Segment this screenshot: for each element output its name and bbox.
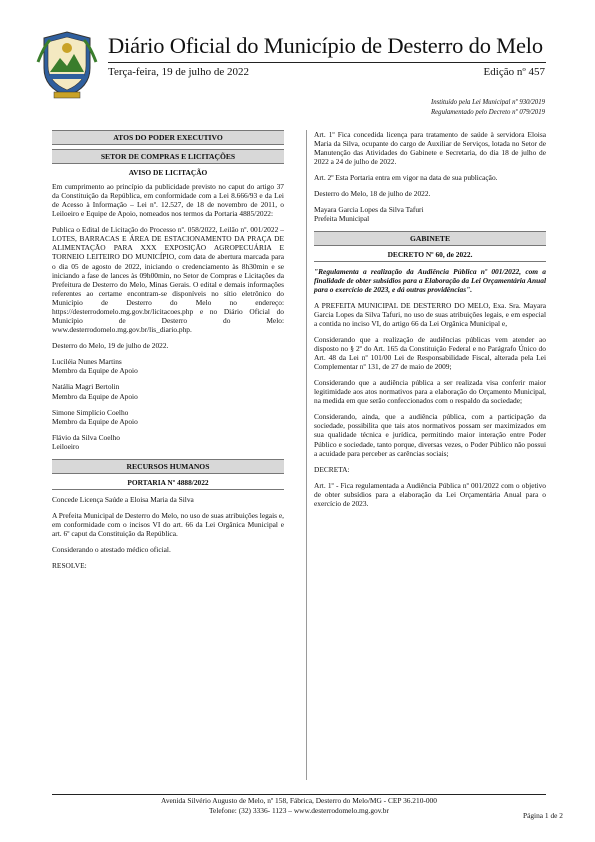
portaria-place-date: Desterro do Melo, 18 de julho de 2022. xyxy=(314,189,431,199)
signature-role: Membro da Equipe de Apoio xyxy=(52,416,138,426)
signature-block xyxy=(52,382,284,400)
institution-law: Instituído pela Lei Municipal nº 930/2019 xyxy=(430,99,545,106)
signer-name: Mayara Garcia Lopes da Silva Tafuri xyxy=(314,205,424,215)
portaria-resolve: RESOLVE: xyxy=(52,560,87,570)
portaria-title: PORTARIA Nº 4888/2022 xyxy=(52,478,284,490)
decree-paragraph: Considerando que a realização de audiências públicas vem atender ao disposto no § 2º do Art. 165 da Constituição Federal e no Parágrafo Único do Art. 48 da Lei nº 101/00 Lei de Responsabilidade Fiscal, alterada pela Lei Complementar nº 131, de 27 de maio de 2009; xyxy=(314,335,546,372)
signature-role: Membro da Equipe de Apoio xyxy=(52,391,138,401)
signature-block xyxy=(52,408,284,426)
signature-role: Membro da Equipe de Apoio xyxy=(52,366,138,376)
section-band-executive: ATOS DO PODER EXECUTIVO xyxy=(52,130,284,145)
decree-paragraph: Considerando, ainda, que a audiência pública, com a participação da sociedade, possibilita que tais atos normativos possam ser maximizados em sua qualidade técnica e jurídica, permitindo maior interação entre Poder Público e sociedade, tanto porque, diversas vezes, o Poder Público não possui a acuidade para perceber as carências sociais; xyxy=(314,412,546,458)
notice-title: AVISO DE LICITAÇÃO xyxy=(128,168,208,178)
signature-name: Flávio da Silva Coelho xyxy=(52,433,120,443)
signature-name: Luciléia Nunes Martins xyxy=(52,356,122,366)
mayor-signature xyxy=(314,205,546,223)
portaria-paragraph: Considerando o atestado médico oficial. xyxy=(52,544,171,554)
section-band-cabinet: GABINETE xyxy=(314,231,546,246)
signature-block xyxy=(52,433,284,451)
municipal-coat-of-arms-icon xyxy=(36,28,98,100)
notice-paragraph: Em cumprimento ao princípio da publicidade previsto no caput do artigo 37 da Constituição da República, em conformidade com a Lei 8.666/93 e da Lei de Acesso à Informação – Lei nº. 12.527, de 18 de novembro de 2011, o Leiloeiro e Equipe de Apoio, nomeados nos termos da Portaria 4885/2022: xyxy=(52,182,284,219)
decree-title: DECRETO Nº 60, de 2022. xyxy=(314,250,546,262)
signature-role: Leiloeiro xyxy=(52,442,80,452)
decree-paragraph: Considerando que a audiência pública a ser realizada visa conferir maior legitimidade aos atos normativos para a elaboração do Orçamento Municipal, na medida em que serão confeccionados com o respaldo da sociedade; xyxy=(314,378,546,406)
decree-summary: "Regulamenta a realização da Audiência Pública nº 001/2022, com a finalidade de obter subsídios para a Elaboração da Lei Orçamentária Anual para o exercício de 2023, e dá outras providências". xyxy=(314,266,546,294)
header-divider xyxy=(108,62,546,63)
journal-title: Diário Oficial do Município de Desterro do Melo xyxy=(108,33,543,58)
decree-article-1: Art. 1º - Fica regulamentada a Audiência Pública nº 001/2022 com o objetivo de obter subsídios para a elaboração da Lei Orçamentária Anual para o exercício de 2023. xyxy=(314,480,546,508)
footer-address: Avenida Silvério Augusto de Melo, nº 158, Fábrica, Desterro do Melo/MG - CEP 36.210-000 xyxy=(161,796,437,805)
portaria-paragraph: A Prefeita Municipal de Desterro do Melo, no uso de suas atribuições legais e, em conformidade com o incisos VI do art. 66 da Lei Orgânica Municipal e art. 6º caput da Constituição da República. xyxy=(52,510,284,538)
signature-block xyxy=(52,357,284,375)
portaria-subject: Concede Licença Saúde a Eloisa Maria da Silva xyxy=(52,494,194,504)
column-divider xyxy=(306,130,307,780)
portaria-article-2: Art. 2º Esta Portaria entra em vigor na data de sua publicação. xyxy=(314,173,498,183)
notice-date: Desterro do Melo, 19 de julho de 2022. xyxy=(52,340,169,350)
footer xyxy=(52,796,546,816)
left-column xyxy=(52,130,284,577)
institution-decree: Regulamentado pelo Decreto nº 079/2019 xyxy=(431,109,545,116)
page-number: Página 1 de 2 xyxy=(522,811,563,820)
institution-note xyxy=(431,98,545,118)
edition-number: Edição nº 457 xyxy=(483,66,545,78)
portaria-article-1: Art. 1º Fica concedida licença para tratamento de saúde à servidora Eloisa Maria da Silva, ocupante do cargo de Auxiliar de Serviços, lotada no Setor de Manutenção das Atividades do Gabinete e Secretaria, do dia 18 de julho de 2022 a 24 de julho de 2022. xyxy=(314,130,546,167)
signer-role: Prefeita Municipal xyxy=(314,214,370,224)
section-band-purchases: SETOR DE COMPRAS E LICITAÇÕES xyxy=(52,149,284,164)
footer-contact: Telefone: (32) 3336- 1123 – www.desterrodomelo.mg.gov.br xyxy=(209,806,389,815)
section-band-hr: RECURSOS HUMANOS xyxy=(52,459,284,474)
decree-decreta: DECRETA: xyxy=(314,464,350,474)
signature-name: Natália Magri Bertolin xyxy=(52,382,120,392)
notice-paragraph: Publica o Edital de Licitação do Processo nº. 058/2022, Leilão nº. 001/2022 – LOTES, BARRACAS E ÁREA DE ESTACIONAMENTO DA PRAÇA DE ALIMENTAÇÃO PARA XXX EXPOSIÇÃO AGROPECUÁRIA E TORNEIO LEITEIRO DO MUNICÍPIO, com data de abertura marcada para o dia 05 de agosto de 2022, iniciando o credenciamento às 8h30min e se iniciando a fase de lances às 09h00min, no Setor de Compras e Licitações da Prefeitura de Desterro do Melo, Minas Gerais. O edital e demais informações referentes ao certame encontram-se disponíveis no sítio eletrônico do Município de Desterro do Melo no endereço: https://desterrodomelo.mg.gov.br/licitacoes.php e no Diário Oficial do Município de Desterro do Melo: www.desterrodomelo.mg.gov.br/lis_diario.php. xyxy=(52,225,284,334)
right-column xyxy=(314,130,546,515)
decree-paragraph: A PREFEITA MUNICIPAL DE DESTERRO DO MELO, Exa. Sra. Mayara Garcia Lopes da Silva Tafuri, no uso de suas atribuições legais, e em especial a contida no inciso VI, do artigo 66 da Lei Orgânica Municipal e, xyxy=(314,300,546,329)
signature-name: Simone Simplício Coelho xyxy=(52,407,129,417)
footer-divider xyxy=(52,794,546,795)
issue-date: Terça-feira, 19 de julho de 2022 xyxy=(108,66,249,78)
